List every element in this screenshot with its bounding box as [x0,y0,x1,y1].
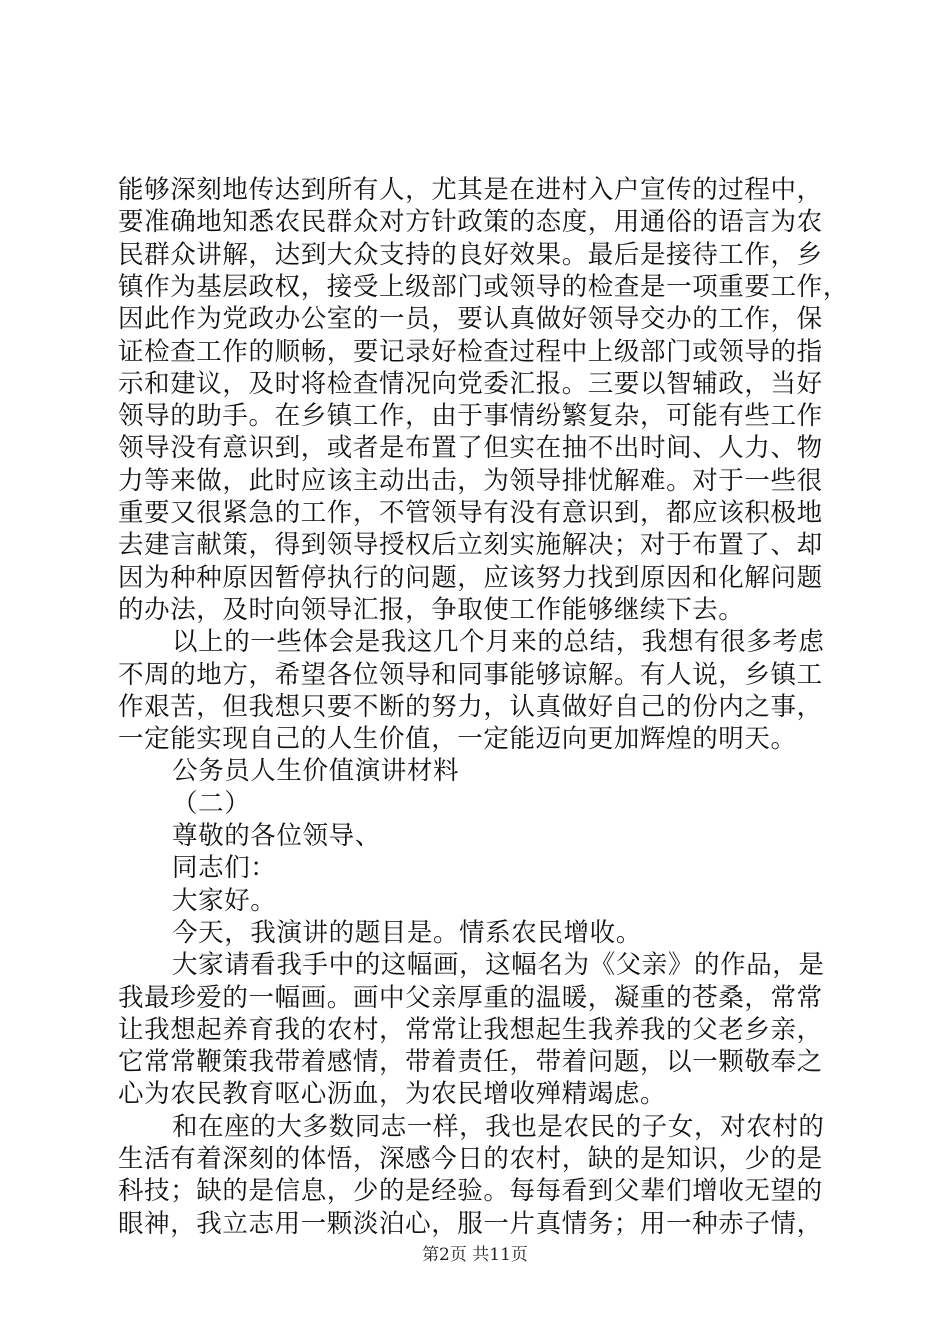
text-line: 因为种种原因暂停执行的问题，应该努力找到原因和化解问题 [118,562,823,593]
text-line: 证检查工作的顺畅，要记录好检查过程中上级部门或领导的指 [118,336,823,367]
page-footer: 第2页 共11页 [422,1245,528,1265]
salutation: 尊敬的各位领导、 [172,821,381,851]
text-line: 重要又很紧急的工作，不管领导有没有意识到，都应该积极地 [118,498,823,528]
text-line: 它常常鞭策我带着感情，带着责任，带着问题，以一颗敬奉之 [118,1047,823,1078]
section-number: （二） [172,788,251,819]
section-title: 公务员人生价值演讲材料 [172,756,460,787]
text-line: 今天，我演讲的题目是。情系农民增收。 [172,917,642,948]
text-line: 以上的一些体会是我这几个月来的总结，我想有很多考虑 [172,627,825,658]
text-line: 不周的地方，希望各位领导和同事能够谅解。有人说，乡镇工 [118,659,823,690]
text-line: 让我想起养育我的农村，常常让我想起生我养我的父老乡亲， [118,1014,823,1045]
text-line: 的办法，及时向领导汇报，争取使工作能够继续下去。 [118,594,745,625]
text-line: 一定能实现自己的人生价值，一定能迈向更加辉煌的明天。 [118,724,797,755]
text-line: 领导的助手。在乡镇工作，由于事情纷繁复杂，可能有些工作 [118,401,823,432]
text-line: 要准确地知悉农民群众对方针政策的态度，用通俗的语言为农 [118,207,823,238]
text-line: 镇作为基层政权，接受上级部门或领导的检查是一项重要工作， [118,271,849,302]
text-line: 和在座的大多数同志一样，我也是农民的子女，对农村的 [172,1111,825,1142]
text-line: 民群众讲解，达到大众支持的良好效果。最后是接待工作，乡 [118,239,823,270]
text-line: 去建言献策，得到领导授权后立刻实施解决；对于布置了、却 [118,530,823,561]
text-line: 生活有着深刻的体悟，深感今日的农村，缺的是知识，少的是 [118,1144,823,1174]
text-line: 心为农民教育呕心沥血，为农民增收殚精竭虑。 [118,1079,667,1110]
text-line: 我最珍爱的一幅画。画中父亲厚重的温暖，凝重的苍桑，常常 [118,982,823,1013]
text-line: 科技；缺的是信息，少的是经验。每每看到父辈们增收无望的 [118,1176,823,1207]
text-line: 作艰苦，但我想只要不断的努力，认真做好自己的份内之事， [118,691,823,722]
greeting: 大家好。 [172,885,277,916]
text-line: 力等来做，此时应该主动出击，为领导排忧解难。对于一些很 [118,465,823,496]
text-line: 因此作为党政办公室的一员，要认真做好领导交办的工作，保 [118,304,823,335]
text-line: 领导没有意识到，或者是布置了但实在抽不出时间、人力、物 [118,433,823,464]
text-line: 眼神，我立志用一颗淡泊心，服一片真情务；用一种赤子情， [118,1208,823,1239]
salutation: 同志们： [172,853,277,884]
text-line: 大家请看我手中的这幅画，这幅名为《父亲》的作品，是 [172,950,825,981]
text-line: 示和建议，及时将检查情况向党委汇报。三要以智辅政，当好 [118,368,823,399]
text-line: 能够深刻地传达到所有人，尤其是在进村入户宣传的过程中， [118,175,823,205]
